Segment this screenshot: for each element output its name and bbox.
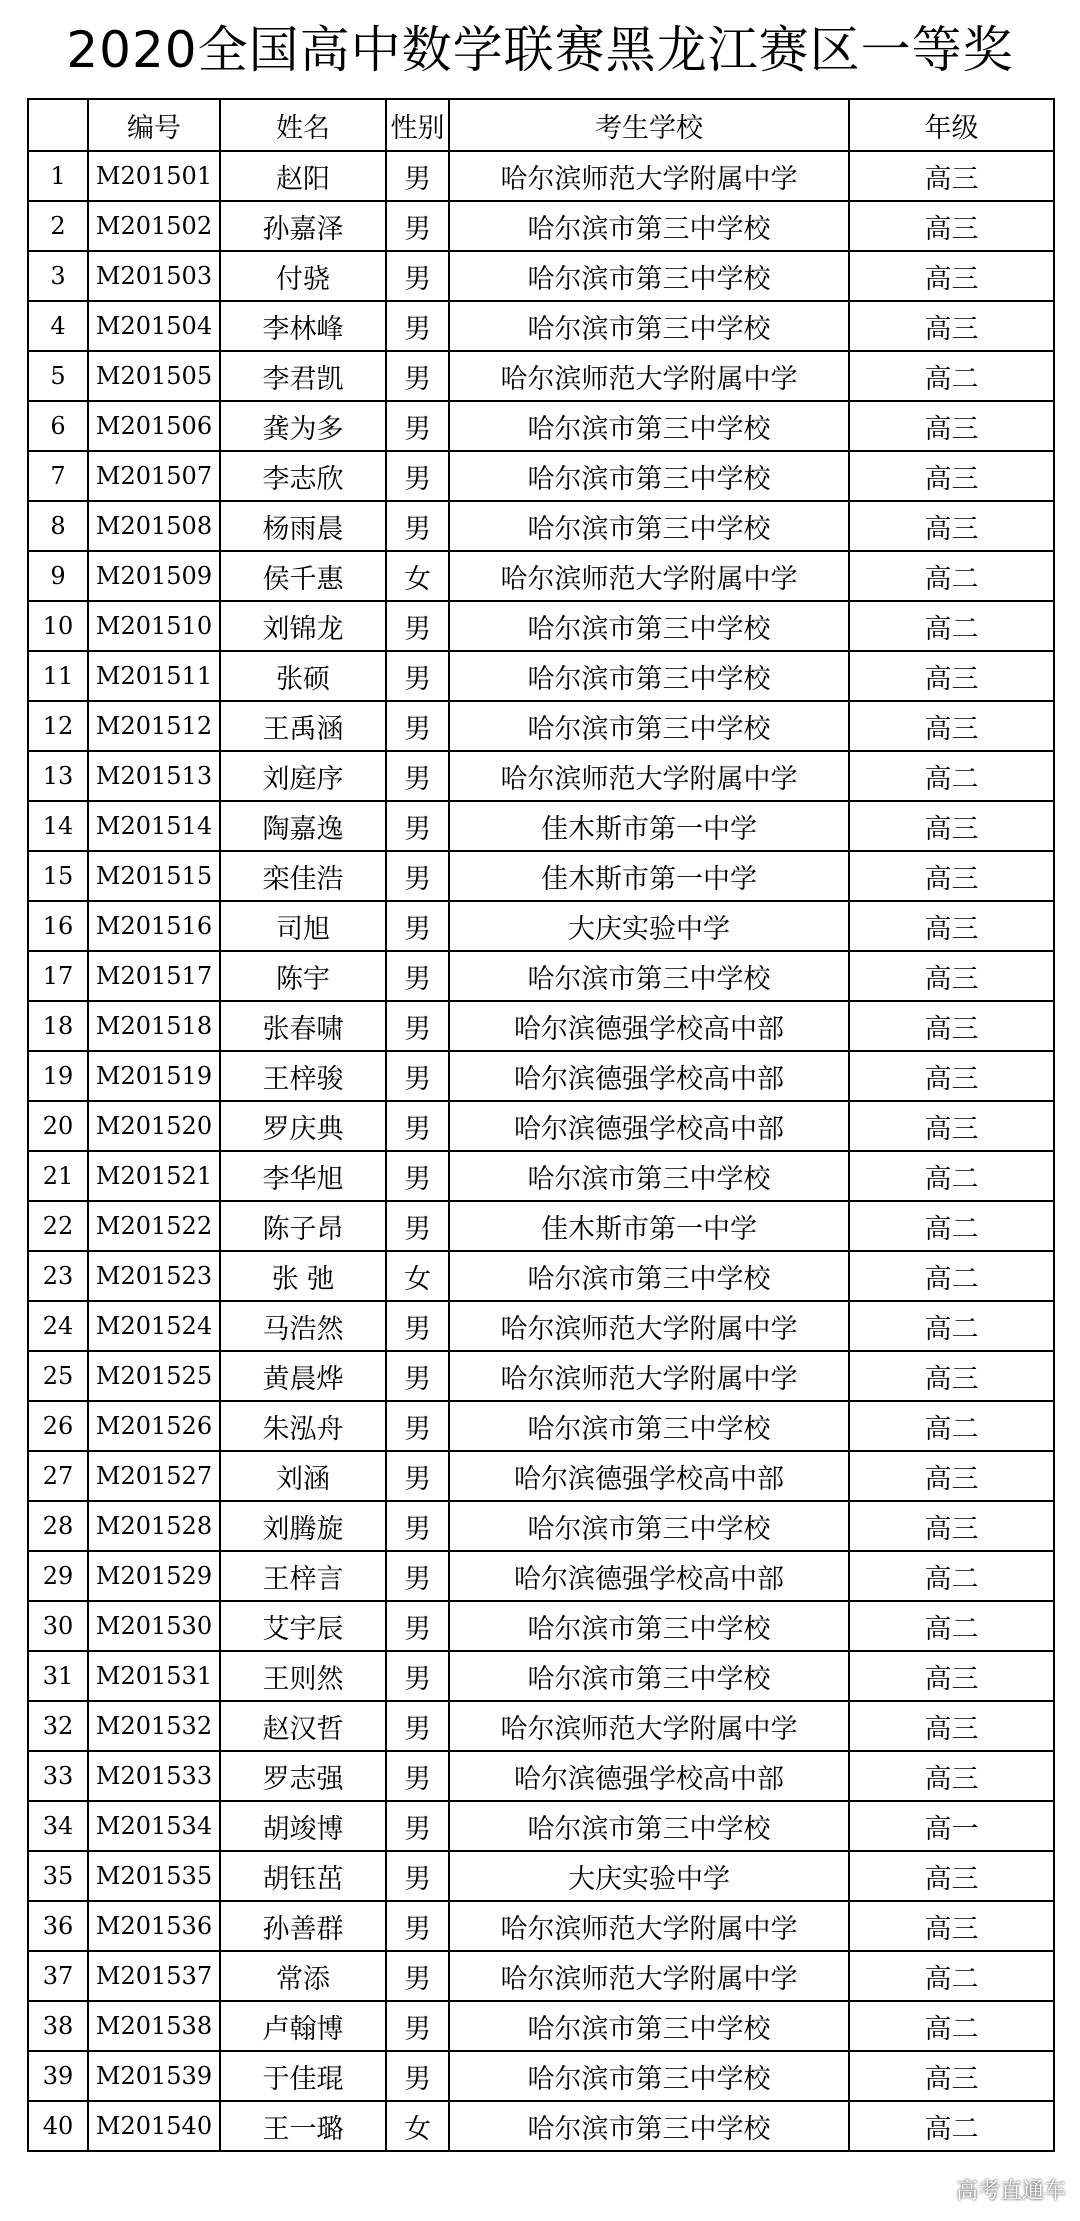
- row-grade: 高三: [849, 701, 1054, 751]
- table-row: [28, 1501, 1054, 1551]
- row-school: 哈尔滨市第三中学校: [449, 701, 849, 751]
- row-grade: 高二: [849, 1251, 1054, 1301]
- row-code: M201510: [88, 601, 220, 651]
- row-gender: 男: [386, 601, 449, 651]
- row-grade: 高二: [849, 1301, 1054, 1351]
- row-school: 哈尔滨市第三中学校: [449, 451, 849, 501]
- row-code: M201511: [88, 651, 220, 701]
- row-grade: 高三: [849, 1751, 1054, 1801]
- row-grade: 高二: [849, 2001, 1054, 2051]
- row-grade: 高三: [849, 1901, 1054, 1951]
- row-name: 刘涵: [220, 1451, 386, 1501]
- row-code: M201523: [88, 1251, 220, 1301]
- row-name: 李志欣: [220, 451, 386, 501]
- table-row: [28, 1851, 1054, 1901]
- table-row: [28, 2001, 1054, 2051]
- row-code: M201533: [88, 1751, 220, 1801]
- row-name: 刘锦龙: [220, 601, 386, 651]
- row-gender: 男: [386, 301, 449, 351]
- row-school: 哈尔滨市第三中学校: [449, 251, 849, 301]
- row-school: 哈尔滨市第三中学校: [449, 1151, 849, 1201]
- row-name: 马浩然: [220, 1301, 386, 1351]
- row-gender: 男: [386, 1001, 449, 1051]
- row-gender: 男: [386, 251, 449, 301]
- table-row: [28, 1301, 1054, 1351]
- table-row: [28, 201, 1054, 251]
- row-code: M201506: [88, 401, 220, 451]
- row-school: 哈尔滨德强学校高中部: [449, 1751, 849, 1801]
- row-index: 1: [28, 151, 88, 201]
- row-code: M201534: [88, 1801, 220, 1851]
- row-name: 刘庭序: [220, 751, 386, 801]
- row-code: M201527: [88, 1451, 220, 1501]
- col-header-grade: 年级: [849, 99, 1054, 151]
- row-index: 23: [28, 1251, 88, 1301]
- row-gender: 男: [386, 1901, 449, 1951]
- row-gender: 女: [386, 1251, 449, 1301]
- row-index: 36: [28, 1901, 88, 1951]
- row-grade: 高三: [849, 1701, 1054, 1751]
- row-gender: 男: [386, 1501, 449, 1551]
- row-name: 龚为多: [220, 401, 386, 451]
- table-row: [28, 801, 1054, 851]
- row-code: M201514: [88, 801, 220, 851]
- table-row: [28, 701, 1054, 751]
- row-school: 哈尔滨德强学校高中部: [449, 1101, 849, 1151]
- row-name: 李君凯: [220, 351, 386, 401]
- row-index: 24: [28, 1301, 88, 1351]
- row-code: M201505: [88, 351, 220, 401]
- table-row: [28, 501, 1054, 551]
- row-grade: 高三: [849, 1351, 1054, 1401]
- row-name: 王梓骏: [220, 1051, 386, 1101]
- row-gender: 女: [386, 551, 449, 601]
- row-name: 黄晨烨: [220, 1351, 386, 1401]
- row-gender: 男: [386, 1801, 449, 1851]
- row-index: 10: [28, 601, 88, 651]
- row-school: 哈尔滨师范大学附属中学: [449, 751, 849, 801]
- row-grade: 高三: [849, 951, 1054, 1001]
- row-gender: 男: [386, 1201, 449, 1251]
- row-index: 25: [28, 1351, 88, 1401]
- row-index: 32: [28, 1701, 88, 1751]
- row-grade: 高二: [849, 751, 1054, 801]
- row-name: 卢翰博: [220, 2001, 386, 2051]
- row-index: 17: [28, 951, 88, 1001]
- row-school: 哈尔滨市第三中学校: [449, 401, 849, 451]
- row-index: 20: [28, 1101, 88, 1151]
- row-index: 15: [28, 851, 88, 901]
- row-name: 胡钰茁: [220, 1851, 386, 1901]
- row-school: 哈尔滨德强学校高中部: [449, 1451, 849, 1501]
- row-name: 王则然: [220, 1651, 386, 1701]
- row-name: 王梓言: [220, 1551, 386, 1601]
- row-grade: 高三: [849, 301, 1054, 351]
- row-name: 李华旭: [220, 1151, 386, 1201]
- row-name: 孙嘉泽: [220, 201, 386, 251]
- table-row: [28, 1001, 1054, 1051]
- row-school: 哈尔滨市第三中学校: [449, 1401, 849, 1451]
- row-name: 胡竣博: [220, 1801, 386, 1851]
- row-name: 艾宇辰: [220, 1601, 386, 1651]
- row-school: 哈尔滨市第三中学校: [449, 601, 849, 651]
- row-gender: 男: [386, 1751, 449, 1801]
- row-gender: 男: [386, 1051, 449, 1101]
- row-grade: 高二: [849, 601, 1054, 651]
- row-school: 哈尔滨市第三中学校: [449, 2051, 849, 2101]
- row-school: 哈尔滨师范大学附属中学: [449, 551, 849, 601]
- row-index: 9: [28, 551, 88, 601]
- row-gender: 男: [386, 701, 449, 751]
- row-school: 哈尔滨师范大学附属中学: [449, 1951, 849, 2001]
- row-grade: 高二: [849, 1201, 1054, 1251]
- row-name: 张 弛: [220, 1251, 386, 1301]
- row-gender: 男: [386, 1301, 449, 1351]
- row-name: 李林峰: [220, 301, 386, 351]
- row-name: 常添: [220, 1951, 386, 2001]
- row-name: 张春啸: [220, 1001, 386, 1051]
- row-index: 4: [28, 301, 88, 351]
- row-code: M201517: [88, 951, 220, 1001]
- row-school: 大庆实验中学: [449, 901, 849, 951]
- row-code: M201529: [88, 1551, 220, 1601]
- row-gender: 男: [386, 201, 449, 251]
- row-code: M201501: [88, 151, 220, 201]
- table-row: [28, 1351, 1054, 1401]
- table-row: [28, 1701, 1054, 1751]
- row-grade: 高二: [849, 1401, 1054, 1451]
- row-school: 大庆实验中学: [449, 1851, 849, 1901]
- row-code: M201537: [88, 1951, 220, 2001]
- row-index: 27: [28, 1451, 88, 1501]
- row-code: M201513: [88, 751, 220, 801]
- row-code: M201508: [88, 501, 220, 551]
- table-row: [28, 251, 1054, 301]
- row-school: 哈尔滨师范大学附属中学: [449, 151, 849, 201]
- row-school: 哈尔滨德强学校高中部: [449, 1051, 849, 1101]
- row-grade: 高二: [849, 1601, 1054, 1651]
- row-grade: 高三: [849, 1001, 1054, 1051]
- table-row: [28, 1101, 1054, 1151]
- watermark: 高考直通车: [955, 2179, 1066, 2204]
- row-grade: 高三: [849, 901, 1054, 951]
- row-code: M201502: [88, 201, 220, 251]
- row-name: 于佳琨: [220, 2051, 386, 2101]
- row-name: 孙善群: [220, 1901, 386, 1951]
- table-row: [28, 2101, 1054, 2151]
- row-name: 陈子昂: [220, 1201, 386, 1251]
- row-gender: 男: [386, 951, 449, 1001]
- row-school: 哈尔滨市第三中学校: [449, 1651, 849, 1701]
- row-grade: 高三: [849, 1501, 1054, 1551]
- row-school: 哈尔滨市第三中学校: [449, 2101, 849, 2151]
- table-row: [28, 1751, 1054, 1801]
- row-gender: 男: [386, 1351, 449, 1401]
- row-code: M201531: [88, 1651, 220, 1701]
- row-index: 22: [28, 1201, 88, 1251]
- row-school: 哈尔滨市第三中学校: [449, 2001, 849, 2051]
- row-name: 朱泓舟: [220, 1401, 386, 1451]
- row-index: 8: [28, 501, 88, 551]
- row-grade: 高三: [849, 251, 1054, 301]
- col-header-gender: 性别: [386, 99, 449, 151]
- row-index: 26: [28, 1401, 88, 1451]
- table-row: [28, 151, 1054, 201]
- row-index: 19: [28, 1051, 88, 1101]
- row-grade: 高一: [849, 1801, 1054, 1851]
- row-name: 赵阳: [220, 151, 386, 201]
- row-school: 哈尔滨市第三中学校: [449, 651, 849, 701]
- row-gender: 男: [386, 351, 449, 401]
- row-code: M201516: [88, 901, 220, 951]
- row-school: 哈尔滨市第三中学校: [449, 1501, 849, 1551]
- row-code: M201532: [88, 1701, 220, 1751]
- row-index: 11: [28, 651, 88, 701]
- col-header-school: 考生学校: [449, 99, 849, 151]
- row-code: M201520: [88, 1101, 220, 1151]
- table-row: [28, 1401, 1054, 1451]
- row-grade: 高三: [849, 501, 1054, 551]
- row-gender: 男: [386, 651, 449, 701]
- row-gender: 男: [386, 1601, 449, 1651]
- table-row: [28, 301, 1054, 351]
- row-grade: 高二: [849, 551, 1054, 601]
- row-grade: 高三: [849, 151, 1054, 201]
- table-row: [28, 901, 1054, 951]
- row-code: M201538: [88, 2001, 220, 2051]
- page-title: 2020全国高中数学联赛黑龙江赛区一等奖: [66, 21, 1014, 79]
- table-row: [28, 1051, 1054, 1101]
- row-code: M201519: [88, 1051, 220, 1101]
- table-row: [28, 1901, 1054, 1951]
- row-code: M201521: [88, 1151, 220, 1201]
- row-name: 杨雨晨: [220, 501, 386, 551]
- row-name: 张硕: [220, 651, 386, 701]
- row-grade: 高二: [849, 1551, 1054, 1601]
- row-code: M201536: [88, 1901, 220, 1951]
- row-school: 佳木斯市第一中学: [449, 851, 849, 901]
- row-grade: 高三: [849, 1051, 1054, 1101]
- row-index: 37: [28, 1951, 88, 2001]
- row-index: 7: [28, 451, 88, 501]
- row-index: 33: [28, 1751, 88, 1801]
- col-header-code: 编号: [88, 99, 220, 151]
- row-code: M201507: [88, 451, 220, 501]
- table-row: [28, 1251, 1054, 1301]
- row-gender: 男: [386, 1151, 449, 1201]
- row-gender: 男: [386, 751, 449, 801]
- row-index: 2: [28, 201, 88, 251]
- row-code: M201504: [88, 301, 220, 351]
- row-gender: 男: [386, 1101, 449, 1151]
- table-row: [28, 1551, 1054, 1601]
- row-code: M201512: [88, 701, 220, 751]
- row-name: 付骁: [220, 251, 386, 301]
- row-grade: 高三: [849, 851, 1054, 901]
- row-school: 哈尔滨德强学校高中部: [449, 1001, 849, 1051]
- row-gender: 男: [386, 401, 449, 451]
- row-gender: 男: [386, 151, 449, 201]
- row-gender: 男: [386, 451, 449, 501]
- award-table: [27, 98, 1055, 2152]
- row-gender: 男: [386, 851, 449, 901]
- row-gender: 男: [386, 1551, 449, 1601]
- table-row: [28, 601, 1054, 651]
- table-row: [28, 351, 1054, 401]
- row-index: 40: [28, 2101, 88, 2151]
- row-grade: 高三: [849, 201, 1054, 251]
- col-header-name: 姓名: [220, 99, 386, 151]
- row-code: M201539: [88, 2051, 220, 2101]
- row-code: M201528: [88, 1501, 220, 1551]
- row-name: 陈宇: [220, 951, 386, 1001]
- row-gender: 男: [386, 1951, 449, 2001]
- row-school: 哈尔滨德强学校高中部: [449, 1551, 849, 1601]
- row-name: 罗庆典: [220, 1101, 386, 1151]
- row-gender: 男: [386, 1651, 449, 1701]
- row-code: M201540: [88, 2101, 220, 2151]
- row-gender: 男: [386, 1851, 449, 1901]
- row-name: 侯千惠: [220, 551, 386, 601]
- row-code: M201509: [88, 551, 220, 601]
- row-name: 王禹涵: [220, 701, 386, 751]
- row-name: 罗志强: [220, 1751, 386, 1801]
- row-code: M201515: [88, 851, 220, 901]
- row-school: 佳木斯市第一中学: [449, 1201, 849, 1251]
- row-index: 35: [28, 1851, 88, 1901]
- table-row: [28, 551, 1054, 601]
- row-gender: 男: [386, 801, 449, 851]
- row-index: 31: [28, 1651, 88, 1701]
- row-index: 12: [28, 701, 88, 751]
- col-header-index: [28, 99, 88, 151]
- row-grade: 高三: [849, 1451, 1054, 1501]
- table-row: [28, 2051, 1054, 2101]
- table-row: [28, 1801, 1054, 1851]
- row-school: 哈尔滨市第三中学校: [449, 1601, 849, 1651]
- row-grade: 高三: [849, 1101, 1054, 1151]
- row-index: 28: [28, 1501, 88, 1551]
- row-school: 哈尔滨市第三中学校: [449, 951, 849, 1001]
- row-school: 哈尔滨市第三中学校: [449, 201, 849, 251]
- table-row: [28, 1951, 1054, 2001]
- table-row: [28, 401, 1054, 451]
- table-row: [28, 651, 1054, 701]
- table-row: [28, 1201, 1054, 1251]
- row-gender: 男: [386, 1401, 449, 1451]
- row-grade: 高三: [849, 1651, 1054, 1701]
- row-grade: 高二: [849, 2101, 1054, 2151]
- row-grade: 高三: [849, 1851, 1054, 1901]
- table-row: [28, 451, 1054, 501]
- row-gender: 男: [386, 901, 449, 951]
- table-row: [28, 751, 1054, 801]
- row-name: 陶嘉逸: [220, 801, 386, 851]
- row-name: 司旭: [220, 901, 386, 951]
- row-grade: 高二: [849, 351, 1054, 401]
- row-school: 哈尔滨师范大学附属中学: [449, 1901, 849, 1951]
- table-row: [28, 1451, 1054, 1501]
- row-index: 34: [28, 1801, 88, 1851]
- row-code: M201524: [88, 1301, 220, 1351]
- row-index: 29: [28, 1551, 88, 1601]
- row-school: 哈尔滨市第三中学校: [449, 1801, 849, 1851]
- row-school: 哈尔滨市第三中学校: [449, 301, 849, 351]
- row-name: 栾佳浩: [220, 851, 386, 901]
- row-code: M201522: [88, 1201, 220, 1251]
- row-index: 38: [28, 2001, 88, 2051]
- row-school: 哈尔滨师范大学附属中学: [449, 1301, 849, 1351]
- row-code: M201518: [88, 1001, 220, 1051]
- row-index: 21: [28, 1151, 88, 1201]
- row-gender: 女: [386, 2101, 449, 2151]
- row-school: 哈尔滨师范大学附属中学: [449, 351, 849, 401]
- row-gender: 男: [386, 2051, 449, 2101]
- row-index: 5: [28, 351, 88, 401]
- row-name: 王一璐: [220, 2101, 386, 2151]
- row-index: 3: [28, 251, 88, 301]
- row-grade: 高三: [849, 451, 1054, 501]
- row-gender: 男: [386, 1451, 449, 1501]
- row-index: 14: [28, 801, 88, 851]
- row-grade: 高三: [849, 651, 1054, 701]
- row-code: M201503: [88, 251, 220, 301]
- row-school: 哈尔滨师范大学附属中学: [449, 1701, 849, 1751]
- row-gender: 男: [386, 2001, 449, 2051]
- row-name: 刘腾旋: [220, 1501, 386, 1551]
- row-index: 18: [28, 1001, 88, 1051]
- row-code: M201535: [88, 1851, 220, 1901]
- row-grade: 高三: [849, 801, 1054, 851]
- row-index: 16: [28, 901, 88, 951]
- table-row: [28, 1651, 1054, 1701]
- row-school: 哈尔滨市第三中学校: [449, 1251, 849, 1301]
- row-name: 赵汉哲: [220, 1701, 386, 1751]
- row-index: 13: [28, 751, 88, 801]
- table-row: [28, 1151, 1054, 1201]
- row-grade: 高二: [849, 1151, 1054, 1201]
- table-row: [28, 1601, 1054, 1651]
- row-grade: 高二: [849, 1951, 1054, 2001]
- row-gender: 男: [386, 501, 449, 551]
- row-code: M201525: [88, 1351, 220, 1401]
- row-school: 佳木斯市第一中学: [449, 801, 849, 851]
- row-index: 39: [28, 2051, 88, 2101]
- row-school: 哈尔滨师范大学附属中学: [449, 1351, 849, 1401]
- row-index: 6: [28, 401, 88, 451]
- row-school: 哈尔滨市第三中学校: [449, 501, 849, 551]
- row-grade: 高三: [849, 2051, 1054, 2101]
- table-header-row: [28, 99, 1054, 151]
- row-index: 30: [28, 1601, 88, 1651]
- table-row: [28, 951, 1054, 1001]
- row-code: M201526: [88, 1401, 220, 1451]
- row-code: M201530: [88, 1601, 220, 1651]
- table-row: [28, 851, 1054, 901]
- row-gender: 男: [386, 1701, 449, 1751]
- row-grade: 高三: [849, 401, 1054, 451]
